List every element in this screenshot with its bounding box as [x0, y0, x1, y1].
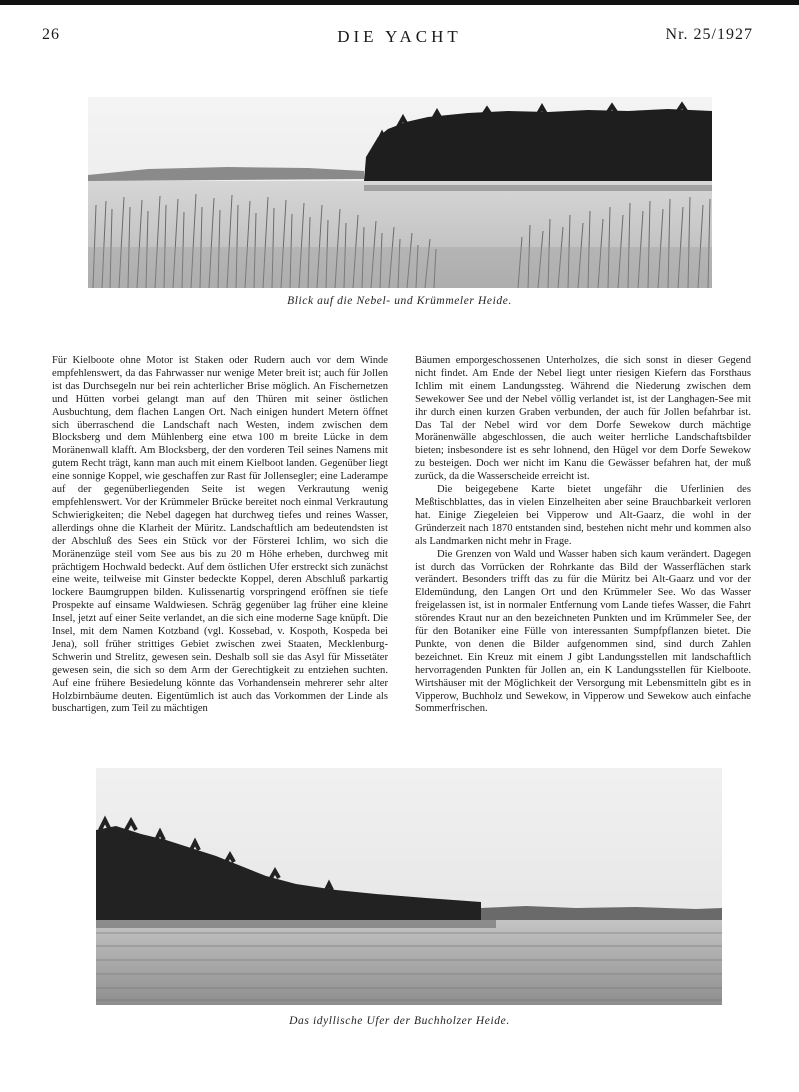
figure-caption-bottom: Das idyllische Ufer der Buchholzer Heide.: [289, 1015, 510, 1027]
paragraph: Für Kielboote ohne Motor ist Staken oder Rudern auch vor dem Winde empfehlenswert, da das Fahrwasser nur wenige Meter breit ist; auch für Jollen ist das Durchsegeln nur bei rein achterlicher Brise möglich. An Fischernetzen und Hütten vorbei gelangt man auf den Thüren mit seiner östlichen Ausbuchtung, dem flachen Langen Ort. Nach einigen hundert Metern öffnet sich überraschend die Landschaft nach Westen, indem zwischen dem Blocksberg und dem Mühlenberg eine etwa 100 m breite Lücke in dem Moränenwall klafft. Am Blocksberg, der den vorderen Teil seines Namens mit gutem Recht trägt, kann man auch mit einem Kielboot landen. Gegenüber liegt eine sonnige Koppel, wie geschaffen zur Rast für Jollensegler; eine Laderampe auf der gegenüberliegenden Seite ist wegen Verkrautung wenig empfehlenswert. Vor der Krümmeler Brücke bereitet noch einmal Verkrautung Schwierigkeiten; die Nebel dagegen hat durchweg tiefes und reines Wasser, allerdings ohne die Klarheit der Müritz. Landschaftlich am bedeutendsten ist der Abschluß des Sees ein Stück vor der Försterei Ichlim, wo sich die Moränenzüge steil vom See aus bis zu 20 m Höhe erheben, durchweg mit prächtigem Hochwald bedeckt. Auf dem östlichen Ufer erstreckt sich zunächst eine weite, teilweise mit Ginster bedeckte Koppel, deren Abschluß parkartig lockere Baumgruppen bilden. Kulissenartig vorspringend eröffnen sie tiefe Prospekte auf einsame Waldwiesen. Schräg gegenüber lag früher eine kleine Insel, jetzt auf einer Seite verlandet, an die sich eine moderne Sage knüpft. Die Insel, mit dem Namen Kotzband (vgl. Kossebad, v. Kospoth, Kospeda bei Jena), soll früher strittiges Gebiet zwischen zwei Staaten, Mecklenburg-Schwerin und Strelitz, gewesen sein. Deshalb soll sie das Asyl für Missetäter gewesen sein, die sich so dem Arm der Gerechtigkeit zu entziehen suchten. Auf eine frühere Besiedelung könnte das Vorhandensein mehrerer sehr alter Holzbirnbäume deuten. Eigentümlich ist auch das Vorkommen der Linde als buschartigen, zum Teil zu mächtigen: [52, 355, 388, 715]
paragraph: Die Grenzen von Wald und Wasser haben sich kaum verändert. Dagegen ist durch das Vorrücken der Rohrkante das Bild der Wasserflächen stark verändert. Besonders trifft das zu für die Müritz bei Alt-Gaarz und vor der Eldemündung, den Langen Ort und den Krümmeler See. Wo das Wasser freigelassen ist, ist in normaler Entfernung vom Lande tiefes Wasser, die Fahrt störendes Kraut nur an den bezeichneten Punkten und im Krümmeler See, der für den Botaniker eine Fülle von interessanten Sumpfpflanzen bietet. Die Punkte, von denen die Bilder aufgenommen sind, sind durch Zahlen bezeichnet. Ein Kreuz mit einem J gibt Landungsstellen mit landschaftlich hervorragenden Punkten für Jollen an, ein K Landungsstellen für Kielboote. Wirtshäuser mit der Möglichkeit der Versorgung mit Lebensmitteln gibt es in Vipperow, Buchholz und Sewekow, in Vipperow und Sewekow auch einfache Sommerfrischen.: [415, 548, 751, 715]
page-number: 26: [42, 26, 60, 43]
article-column-left: [52, 355, 388, 716]
paragraph: Bäumen emporgeschossenen Unterholzes, die sich sonst in dieser Gegend nicht findet. Am Ende der Nebel liegt unter riesigen Kiefern das Forsthaus Ichlim mit einem Landungssteg. Während die Niederung zwischen dem Sewekower See und der Nebel völlig verlandet ist, ist der Langhagen-See mit ihr durch einen kurzen Graben verbunden, der auch für Jollen befahrbar ist. Das Tal der Nebel wird vor dem Dorfe Sewekow durch mächtige Moränenwälle abgeschlossen, die auch weiter herrliche Landschaftsbilder bieten; insbesondere ist es sehr lohnend, den Hügel vor dem Dorfe Sewekow zu besteigen. Doch wer nicht im Kanu die Gewässer befahren hat, der muß zurück, da die Wasserscheide erreicht ist.: [415, 355, 751, 483]
top-rule: [0, 0, 799, 5]
photo-buchholzer-heide: [96, 768, 722, 1005]
running-title: DIE YACHT: [337, 27, 462, 46]
paragraph: Die beigegebene Karte bietet ungefähr die Uferlinien des Meßtischblattes, das in vielen Einzelheiten aber seine Brauchbarkeit verloren hat. Einige Ziegeleien bei Vipperow und Alt-Gaarz, die wohl in der Gründerzeit nach 1870 entstanden sind, bestehen nicht mehr und kommen also als Landmarken nicht mehr in Frage.: [415, 484, 751, 547]
article-column-right: [415, 355, 751, 716]
photo-nebel-kruemmeler-heide: [88, 97, 712, 288]
issue-number: Nr. 25/1927: [665, 26, 753, 43]
figure-caption-top: Blick auf die Nebel- und Krümmeler Heide.: [287, 295, 512, 307]
